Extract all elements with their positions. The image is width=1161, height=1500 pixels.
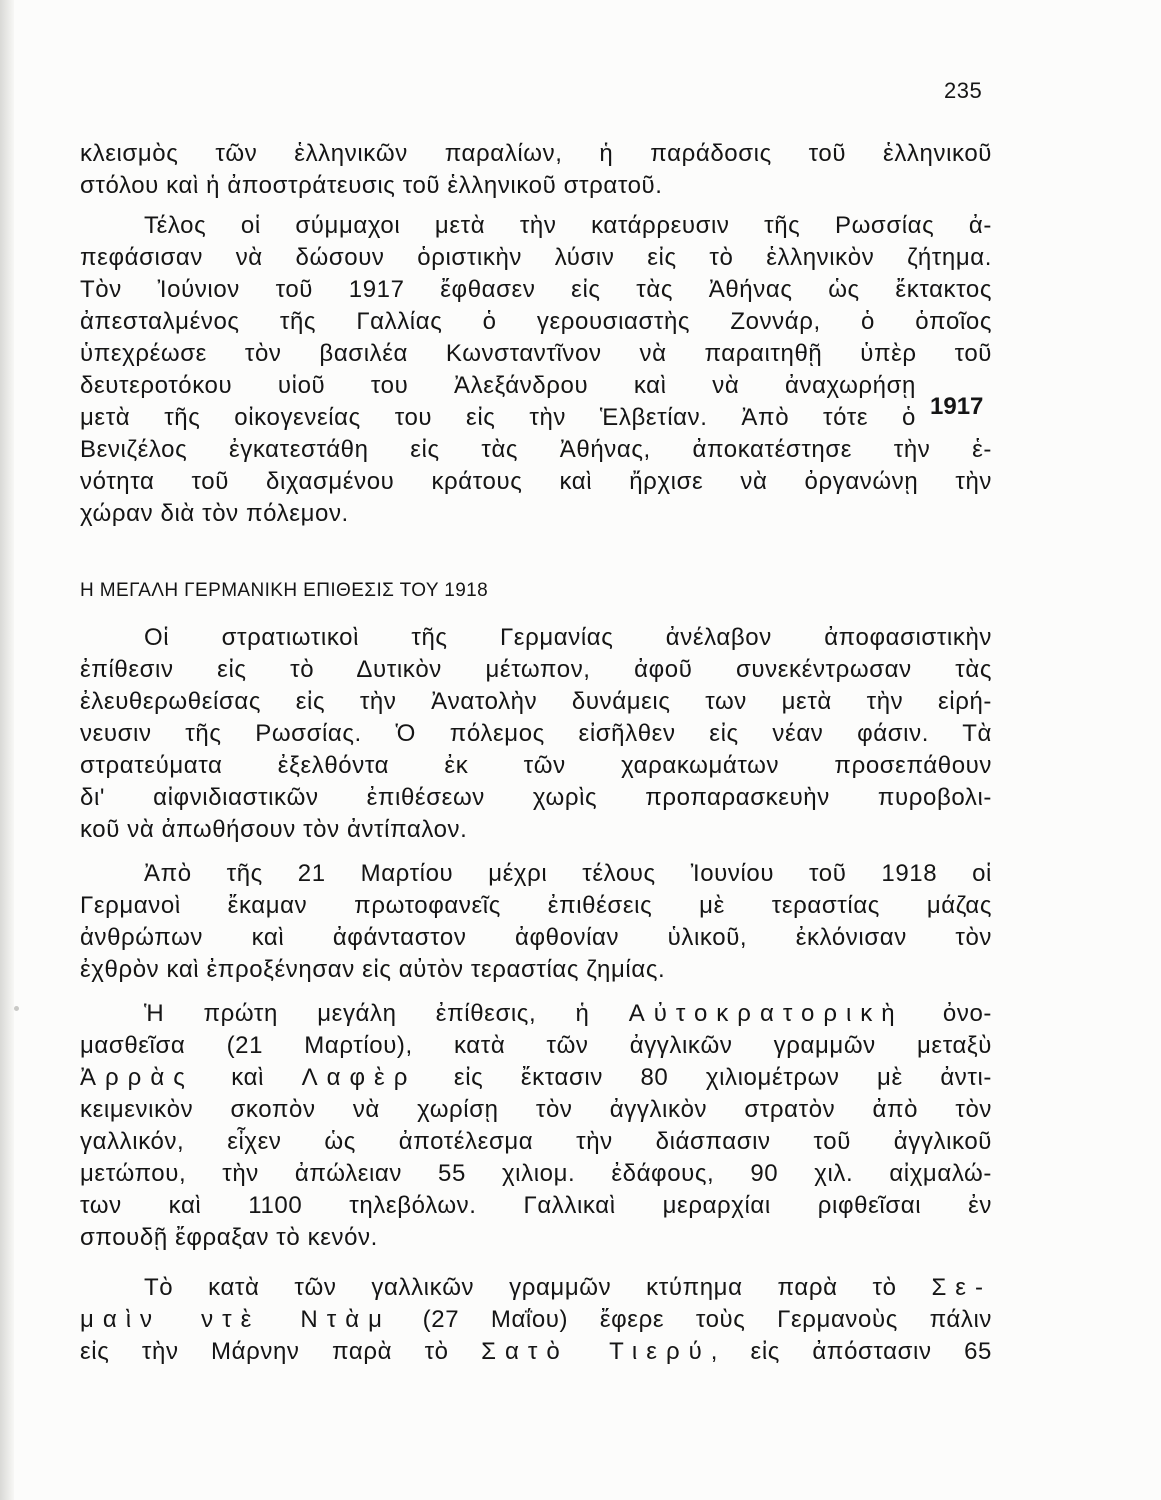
text-line: των καὶ 1100 τηλεβόλων. Γαλλικαὶ μεραρχίαι ριφθεῖσαι ἐν [80,1192,992,1219]
text-line: νότητα τοῦ διχασμένου κράτους καὶ ἤρχισε νὰ ὀργανώνῃ τὴν [80,468,992,495]
text-line: Βενιζέλος ἐγκατεστάθη εἰς τὰς Ἀθήνας, ἀποκατέστησε τὴν ἑ- [80,436,992,463]
text-run: εἰς τὴν Μάρνην παρὰ τὸ [80,1338,482,1365]
paragraph-4 [80,858,992,986]
text-line: στρατεύματα ἐξελθόντα ἐκ τῶν χαρακωμάτων προσεπάθουν [80,752,992,779]
text-line: ἐχθρὸν καὶ ἐπροξένησαν εἰς αὐτὸν τεραστίας ζημίας. [80,956,666,983]
spaced-emphasis: Σε- [931,1274,992,1301]
text-line: γαλλικόν, εἶχεν ὡς ἀποτέλεσμα τὴν διάσπασιν τοῦ ἀγγλικοῦ [80,1128,992,1155]
text-line: δι' αἰφνιδιαστικῶν ἐπιθέσεων χωρὶς προπαρασκευὴν πυροβολι- [80,784,992,811]
text-line: Τὸν Ἰούνιον τοῦ 1917 ἔφθασεν εἰς τὰς Ἀθήνας ὡς ἔκτακτος [80,276,992,303]
text-line [80,1304,992,1336]
text-line [80,998,992,1030]
text-line: Ἀπὸ τῆς 21 Μαρτίου μέχρι τέλους Ἰουνίου τοῦ 1918 οἱ [144,860,992,887]
text-line: στόλου καὶ ἡ ἀποστράτευσις τοῦ ἑλληνικοῦ στρατοῦ. [80,172,663,199]
text-line: πεφάσισαν νὰ δώσουν ὁριστικὴν λύσιν εἰς τὸ ἑλληνικὸν ζήτημα. [80,244,992,271]
text-line: δευτεροτόκου υἱοῦ του Ἀλεξάνδρου καὶ νὰ ἀναχωρήσῃ [80,372,916,399]
text-line: νευσιν τῆς Ρωσσίας. Ὁ πόλεμος εἰσῆλθεν εἰς νέαν φάσιν. Τὰ [80,720,992,747]
text-line: ἐλευθερωθείσας εἰς τὴν Ἀνατολὴν δυνάμεις των μετὰ τὴν εἰρή- [80,688,992,715]
spaced-emphasis: Λαφὲρ [301,1064,417,1091]
text-line: μετώπου, τὴν ἀπώλειαν 55 χιλιομ. ἐδάφους, 90 χιλ. αἰχμαλώ- [80,1160,992,1187]
text-line: χώραν διὰ τὸν πόλεμον. [80,500,349,527]
text-run: (27 Μαΐου) ἔφερε τοὺς Γερμανοὺς πάλιν [390,1306,992,1333]
text-line: ὑπεχρέωσε τὸν βασιλέα Κωνσταντῖνον νὰ παραιτηθῇ ὑπὲρ τοῦ [80,340,992,367]
text-line [80,1272,992,1304]
spaced-emphasis: Αὐτοκρατορικὴ [628,1000,904,1027]
text-line [80,1336,992,1368]
text-run: εἰς ἔκτασιν 80 χιλιομέτρων μὲ ἀντι- [416,1064,992,1091]
text-run: ὀνο- [903,1000,992,1027]
paragraph-5 [80,998,992,1254]
text-line: μασθεῖσα (21 Μαρτίου), κατὰ τῶν ἀγγλικῶν γραμμῶν μεταξὺ [80,1032,992,1059]
text-run: , εἰς ἀπόστασιν 65 [710,1338,992,1365]
text-line: κλεισμὸς τῶν ἑλληνικῶν παραλίων, ἡ παράδοσις τοῦ ἑλληνικοῦ [80,140,992,167]
text-run: καὶ [193,1064,302,1091]
text-line: Γερμανοὶ ἔκαμαν πρωτοφανεῖς ἐπιθέσεις μὲ τεραστίας μάζας [80,892,992,919]
section-heading: Η ΜΕΓΑΛΗ ΓΕΡΜΑΝΙΚΗ ΕΠΙΘΕΣΙΣ ΤΟΥ 1918 [80,580,489,601]
text-line: Οἱ στρατιωτικοὶ τῆς Γερμανίας ἀνέλαβον ἀποφασιστικὴν [144,624,992,651]
spaced-emphasis: Σατὸ Τιερύ [481,1338,711,1365]
text-line: μετὰ τῆς οἰκογενείας του εἰς τὴν Ἑλβετίαν. Ἀπὸ τότε ὁ [80,404,916,431]
paragraph-3 [80,622,992,846]
text-line: ἀνθρώπων καὶ ἀφάνταστον ἀφθονίαν ὑλικοῦ, ἐκλόνισαν τὸν [80,924,992,951]
paragraph-1 [80,138,992,202]
page-edge-shadow [0,0,14,1500]
margin-year-note: 1917 [930,393,984,420]
text-run: Ἡ πρώτη μεγάλη ἐπίθεσις, ἡ [144,1000,629,1027]
spaced-emphasis: Ἀρρὰς [80,1064,194,1091]
paragraph-6 [80,1272,992,1368]
text-run: Τὸ κατὰ τῶν γαλλικῶν γραμμῶν κτύπημα παρὰ τὸ [144,1274,932,1301]
text-line [80,1062,992,1094]
text-line: σπουδῇ ἔφραξαν τὸ κενόν. [80,1224,378,1251]
text-line: κοῦ νὰ ἀπωθήσουν τὸν ἀντίπαλον. [80,816,468,843]
text-line: κειμενικὸν σκοπὸν νὰ χωρίσῃ τὸν ἀγγλικὸν στρατὸν ἀπὸ τὸν [80,1096,992,1123]
page-number: 235 [944,78,983,103]
gutter-mark [14,1006,19,1011]
text-line: ἀπεσταλμένος τῆς Γαλλίας ὁ γερουσιαστὴς Ζοννάρ, ὁ ὁποῖος [80,308,992,335]
text-line: Τέλος οἱ σύμμαχοι μετὰ τὴν κατάρρευσιν τῆς Ρωσσίας ἀ- [144,212,992,239]
text-line: ἐπίθεσιν εἰς τὸ Δυτικὸν μέτωπον, ἀφοῦ συνεκέντρωσαν τὰς [80,656,992,683]
spaced-emphasis: μαὶν ντὲ Ντὰμ [80,1306,391,1333]
paragraph-2 [80,210,992,530]
